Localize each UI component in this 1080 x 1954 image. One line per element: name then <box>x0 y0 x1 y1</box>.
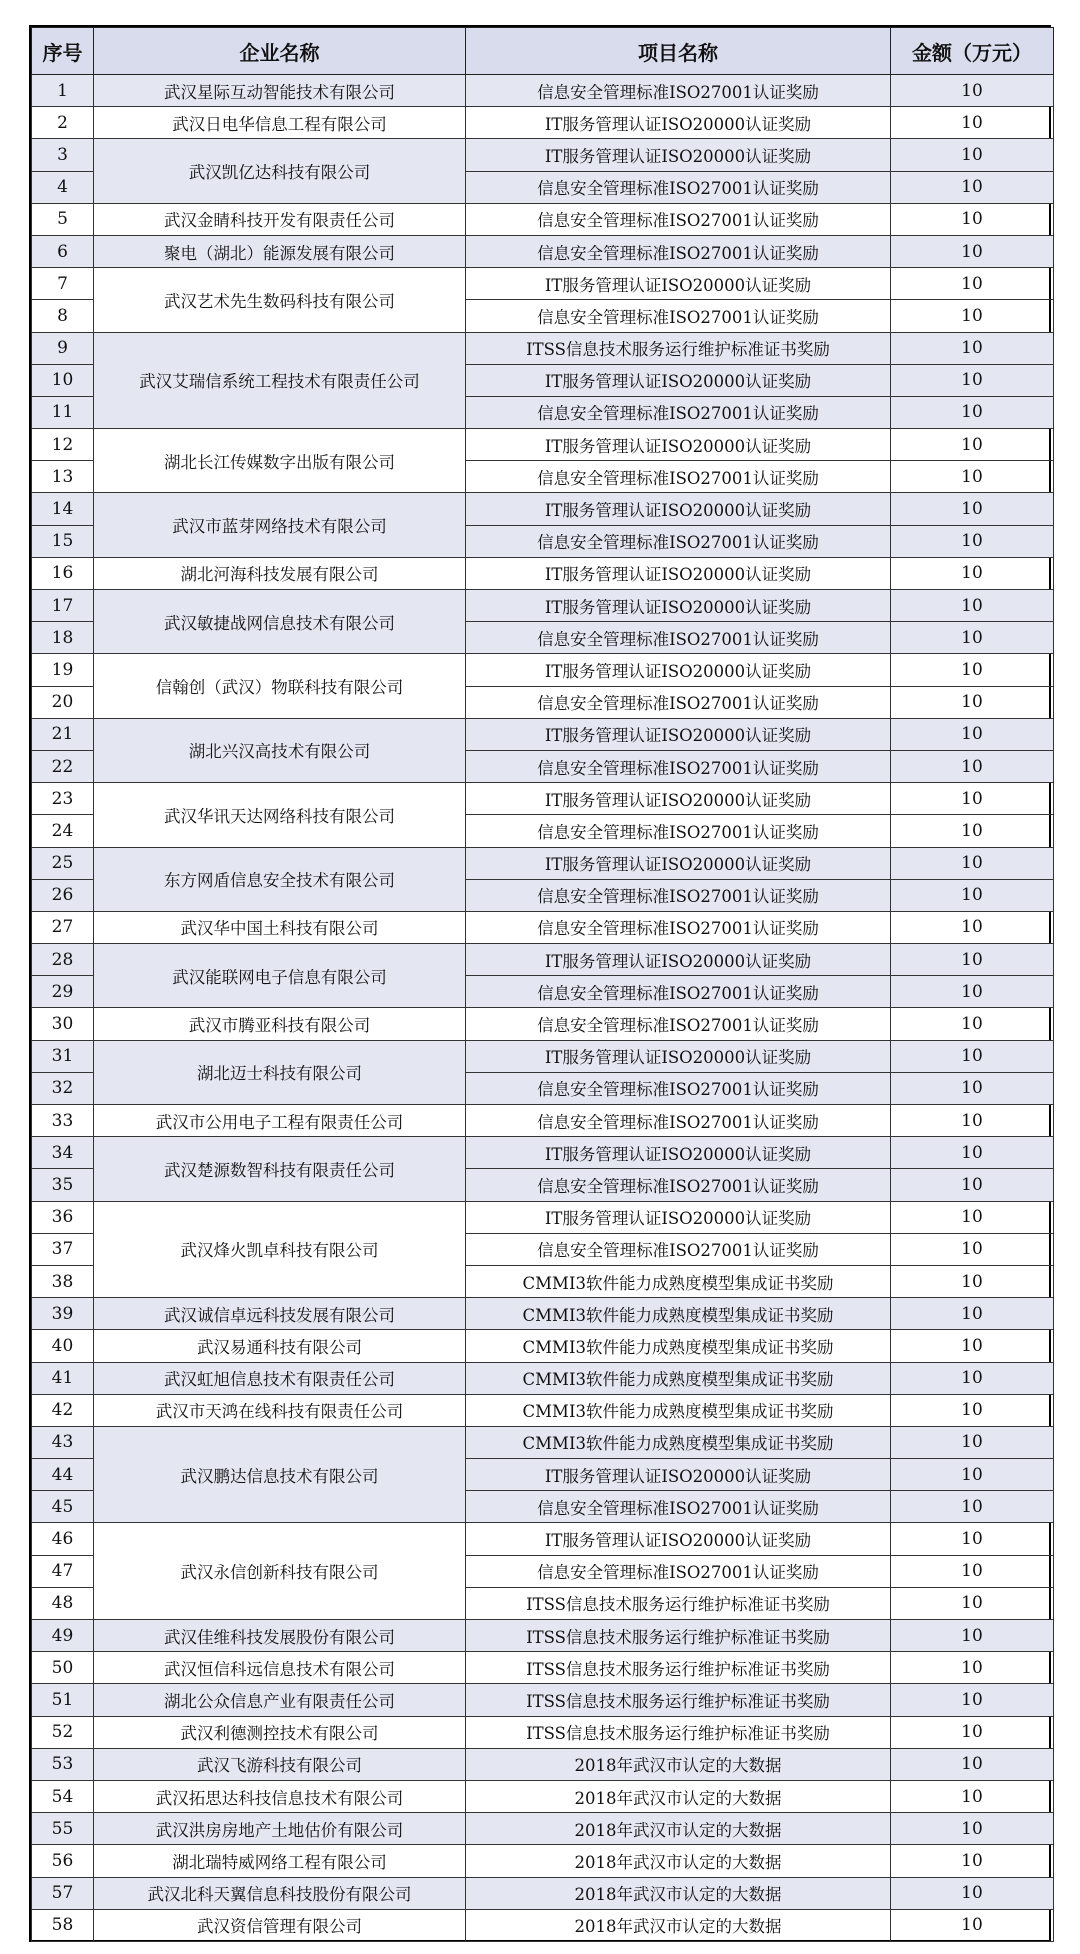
row-project: IT服务管理认证ISO20000认证奖励 <box>466 364 891 396</box>
row-seq: 3 <box>32 139 94 171</box>
row-amount: 10 <box>891 1008 1054 1040</box>
row-company: 武汉凯亿达科技有限公司 <box>94 139 466 203</box>
row-amount: 10 <box>891 1909 1054 1941</box>
table-row <box>32 139 1054 171</box>
row-company: 武汉楚源数智科技有限责任公司 <box>94 1137 466 1201</box>
row-project: CMMI3软件能力成熟度模型集成证书奖励 <box>466 1394 891 1426</box>
row-amount: 10 <box>891 493 1054 525</box>
row-project: 信息安全管理标准ISO27001认证奖励 <box>466 171 891 203</box>
row-amount: 10 <box>891 525 1054 557</box>
table-row <box>32 1620 1054 1652</box>
row-project: IT服务管理认证ISO20000认证奖励 <box>466 1040 891 1072</box>
header-company: 企业名称 <box>94 28 466 75</box>
row-project: IT服务管理认证ISO20000认证奖励 <box>466 783 891 815</box>
row-seq: 56 <box>32 1845 94 1877</box>
header-seq: 序号 <box>32 28 94 75</box>
row-amount: 10 <box>891 622 1054 654</box>
row-project: IT服务管理认证ISO20000认证奖励 <box>466 1459 891 1491</box>
table-row <box>32 493 1054 525</box>
row-company: 武汉鹏达信息技术有限公司 <box>94 1426 466 1523</box>
row-amount: 10 <box>891 268 1054 300</box>
row-company: 武汉利德测控技术有限公司 <box>94 1716 466 1748</box>
header-row <box>32 28 1054 75</box>
row-amount: 10 <box>891 235 1054 267</box>
row-company: 湖北瑞特威网络工程有限公司 <box>94 1845 466 1877</box>
row-amount: 10 <box>891 364 1054 396</box>
row-amount: 10 <box>891 1620 1054 1652</box>
row-project: IT服务管理认证ISO20000认证奖励 <box>466 557 891 589</box>
row-amount: 10 <box>891 75 1054 107</box>
row-seq: 23 <box>32 783 94 815</box>
row-project: 2018年武汉市认定的大数据 <box>466 1813 891 1845</box>
row-seq: 27 <box>32 911 94 943</box>
row-amount: 10 <box>891 1072 1054 1104</box>
row-seq: 25 <box>32 847 94 879</box>
row-amount: 10 <box>891 1330 1054 1362</box>
row-seq: 13 <box>32 461 94 493</box>
row-amount: 10 <box>891 686 1054 718</box>
award-table <box>31 27 1054 1942</box>
row-amount: 10 <box>891 976 1054 1008</box>
row-project: 信息安全管理标准ISO27001认证奖励 <box>466 1555 891 1587</box>
table-row <box>32 1426 1054 1458</box>
row-amount: 10 <box>891 1780 1054 1812</box>
row-project: ITSS信息技术服务运行维护标准证书奖励 <box>466 1652 891 1684</box>
table-row <box>32 1684 1054 1716</box>
table-row <box>32 1523 1054 1555</box>
row-seq: 48 <box>32 1587 94 1619</box>
row-project: 信息安全管理标准ISO27001认证奖励 <box>466 461 891 493</box>
row-project: 信息安全管理标准ISO27001认证奖励 <box>466 525 891 557</box>
row-seq: 32 <box>32 1072 94 1104</box>
row-company: 武汉永信创新科技有限公司 <box>94 1523 466 1620</box>
row-amount: 10 <box>891 1748 1054 1780</box>
header-project: 项目名称 <box>466 28 891 75</box>
row-seq: 49 <box>32 1620 94 1652</box>
table-row <box>32 1748 1054 1780</box>
row-company: 武汉烽火凯卓科技有限公司 <box>94 1201 466 1298</box>
row-company: 武汉拓思达科技信息技术有限公司 <box>94 1780 466 1812</box>
table-row <box>32 1330 1054 1362</box>
row-project: CMMI3软件能力成熟度模型集成证书奖励 <box>466 1298 891 1330</box>
table-row <box>32 1394 1054 1426</box>
table-row <box>32 718 1054 750</box>
row-project: 信息安全管理标准ISO27001认证奖励 <box>466 1072 891 1104</box>
row-amount: 10 <box>891 1684 1054 1716</box>
table-row <box>32 590 1054 622</box>
row-seq: 46 <box>32 1523 94 1555</box>
row-project: IT服务管理认证ISO20000认证奖励 <box>466 654 891 686</box>
row-company: 湖北兴汉高技术有限公司 <box>94 718 466 782</box>
row-amount: 10 <box>891 557 1054 589</box>
row-project: CMMI3软件能力成熟度模型集成证书奖励 <box>466 1330 891 1362</box>
row-amount: 10 <box>891 300 1054 332</box>
row-project: 信息安全管理标准ISO27001认证奖励 <box>466 1233 891 1265</box>
row-seq: 34 <box>32 1137 94 1169</box>
row-seq: 39 <box>32 1298 94 1330</box>
row-company: 聚电（湖北）能源发展有限公司 <box>94 235 466 267</box>
table-row <box>32 783 1054 815</box>
award-table-container <box>29 25 1051 1942</box>
row-amount: 10 <box>891 1587 1054 1619</box>
row-company: 东方网盾信息安全技术有限公司 <box>94 847 466 911</box>
row-project: 信息安全管理标准ISO27001认证奖励 <box>466 1008 891 1040</box>
row-project: 信息安全管理标准ISO27001认证奖励 <box>466 750 891 782</box>
row-amount: 10 <box>891 654 1054 686</box>
row-project: 信息安全管理标准ISO27001认证奖励 <box>466 396 891 428</box>
row-seq: 19 <box>32 654 94 686</box>
table-row <box>32 1008 1054 1040</box>
row-seq: 50 <box>32 1652 94 1684</box>
row-company: 武汉诚信卓远科技发展有限公司 <box>94 1298 466 1330</box>
row-project: 2018年武汉市认定的大数据 <box>466 1748 891 1780</box>
row-seq: 21 <box>32 718 94 750</box>
table-row <box>32 1137 1054 1169</box>
row-amount: 10 <box>891 944 1054 976</box>
row-project: ITSS信息技术服务运行维护标准证书奖励 <box>466 1716 891 1748</box>
row-amount: 10 <box>891 461 1054 493</box>
row-seq: 43 <box>32 1426 94 1458</box>
row-company: 武汉资信管理有限公司 <box>94 1909 466 1941</box>
row-seq: 4 <box>32 171 94 203</box>
table-row <box>32 107 1054 139</box>
row-amount: 10 <box>891 590 1054 622</box>
row-company: 武汉虹旭信息技术有限责任公司 <box>94 1362 466 1394</box>
table-row <box>32 911 1054 943</box>
row-company: 武汉佳维科技发展股份有限公司 <box>94 1620 466 1652</box>
row-seq: 44 <box>32 1459 94 1491</box>
row-amount: 10 <box>891 1459 1054 1491</box>
row-company: 信翰创（武汉）物联科技有限公司 <box>94 654 466 718</box>
row-seq: 24 <box>32 815 94 847</box>
row-company: 武汉市腾亚科技有限公司 <box>94 1008 466 1040</box>
table-row <box>32 944 1054 976</box>
row-seq: 8 <box>32 300 94 332</box>
row-company: 武汉市公用电子工程有限责任公司 <box>94 1105 466 1137</box>
row-project: 信息安全管理标准ISO27001认证奖励 <box>466 879 891 911</box>
row-seq: 40 <box>32 1330 94 1362</box>
row-seq: 22 <box>32 750 94 782</box>
row-company: 湖北公众信息产业有限责任公司 <box>94 1684 466 1716</box>
row-company: 武汉华中国土科技有限公司 <box>94 911 466 943</box>
row-company: 武汉市蓝芽网络技术有限公司 <box>94 493 466 557</box>
row-amount: 10 <box>891 1105 1054 1137</box>
table-row <box>32 1652 1054 1684</box>
row-company: 武汉星际互动智能技术有限公司 <box>94 75 466 107</box>
row-project: IT服务管理认证ISO20000认证奖励 <box>466 1201 891 1233</box>
row-project: 信息安全管理标准ISO27001认证奖励 <box>466 911 891 943</box>
table-row <box>32 847 1054 879</box>
row-amount: 10 <box>891 203 1054 235</box>
row-amount: 10 <box>891 750 1054 782</box>
row-project: ITSS信息技术服务运行维护标准证书奖励 <box>466 1620 891 1652</box>
table-row <box>32 203 1054 235</box>
table-row <box>32 429 1054 461</box>
row-amount: 10 <box>891 1491 1054 1523</box>
row-amount: 10 <box>891 1137 1054 1169</box>
row-seq: 15 <box>32 525 94 557</box>
row-company: 武汉敏捷战网信息技术有限公司 <box>94 590 466 654</box>
table-row <box>32 557 1054 589</box>
row-seq: 10 <box>32 364 94 396</box>
row-project: 信息安全管理标准ISO27001认证奖励 <box>466 1491 891 1523</box>
table-row <box>32 654 1054 686</box>
row-seq: 42 <box>32 1394 94 1426</box>
row-amount: 10 <box>891 1298 1054 1330</box>
table-row <box>32 235 1054 267</box>
row-amount: 10 <box>891 1716 1054 1748</box>
row-amount: 10 <box>891 1877 1054 1909</box>
table-row <box>32 1845 1054 1877</box>
row-company: 武汉日电华信息工程有限公司 <box>94 107 466 139</box>
row-seq: 35 <box>32 1169 94 1201</box>
table-row <box>32 332 1054 364</box>
row-project: IT服务管理认证ISO20000认证奖励 <box>466 139 891 171</box>
row-amount: 10 <box>891 1040 1054 1072</box>
row-seq: 12 <box>32 429 94 461</box>
row-project: ITSS信息技术服务运行维护标准证书奖励 <box>466 332 891 364</box>
table-row <box>32 1040 1054 1072</box>
row-seq: 7 <box>32 268 94 300</box>
row-project: IT服务管理认证ISO20000认证奖励 <box>466 847 891 879</box>
row-seq: 30 <box>32 1008 94 1040</box>
row-project: 2018年武汉市认定的大数据 <box>466 1845 891 1877</box>
table-row <box>32 1813 1054 1845</box>
row-seq: 1 <box>32 75 94 107</box>
row-seq: 28 <box>32 944 94 976</box>
row-project: 信息安全管理标准ISO27001认证奖励 <box>466 1105 891 1137</box>
row-amount: 10 <box>891 107 1054 139</box>
row-seq: 33 <box>32 1105 94 1137</box>
row-amount: 10 <box>891 1523 1054 1555</box>
row-project: 信息安全管理标准ISO27001认证奖励 <box>466 300 891 332</box>
row-company: 湖北河海科技发展有限公司 <box>94 557 466 589</box>
table-row <box>32 1298 1054 1330</box>
table-row <box>32 75 1054 107</box>
row-seq: 9 <box>32 332 94 364</box>
row-seq: 47 <box>32 1555 94 1587</box>
row-amount: 10 <box>891 171 1054 203</box>
table-row <box>32 1362 1054 1394</box>
row-project: IT服务管理认证ISO20000认证奖励 <box>466 718 891 750</box>
row-company: 武汉北科天翼信息科技股份有限公司 <box>94 1877 466 1909</box>
row-company: 武汉艾瑞信系统工程技术有限责任公司 <box>94 332 466 429</box>
table-row <box>32 1780 1054 1812</box>
row-company: 湖北长江传媒数字出版有限公司 <box>94 429 466 493</box>
row-company: 武汉市天鸿在线科技有限责任公司 <box>94 1394 466 1426</box>
row-seq: 36 <box>32 1201 94 1233</box>
row-amount: 10 <box>891 815 1054 847</box>
row-seq: 6 <box>32 235 94 267</box>
row-seq: 20 <box>32 686 94 718</box>
row-project: 2018年武汉市认定的大数据 <box>466 1909 891 1941</box>
table-body <box>32 75 1054 1942</box>
row-amount: 10 <box>891 1265 1054 1297</box>
row-project: IT服务管理认证ISO20000认证奖励 <box>466 107 891 139</box>
row-seq: 54 <box>32 1780 94 1812</box>
row-project: CMMI3软件能力成熟度模型集成证书奖励 <box>466 1426 891 1458</box>
table-row <box>32 268 1054 300</box>
row-amount: 10 <box>891 1233 1054 1265</box>
row-project: 信息安全管理标准ISO27001认证奖励 <box>466 203 891 235</box>
row-amount: 10 <box>891 847 1054 879</box>
row-project: IT服务管理认证ISO20000认证奖励 <box>466 944 891 976</box>
row-seq: 52 <box>32 1716 94 1748</box>
row-amount: 10 <box>891 1555 1054 1587</box>
row-company: 武汉洪房房地产土地估价有限公司 <box>94 1813 466 1845</box>
row-seq: 38 <box>32 1265 94 1297</box>
row-amount: 10 <box>891 879 1054 911</box>
row-amount: 10 <box>891 1394 1054 1426</box>
row-company: 武汉飞游科技有限公司 <box>94 1748 466 1780</box>
row-project: ITSS信息技术服务运行维护标准证书奖励 <box>466 1684 891 1716</box>
table-row <box>32 1201 1054 1233</box>
row-company: 武汉恒信科远信息技术有限公司 <box>94 1652 466 1684</box>
row-project: 信息安全管理标准ISO27001认证奖励 <box>466 622 891 654</box>
row-seq: 53 <box>32 1748 94 1780</box>
row-company: 武汉易通科技有限公司 <box>94 1330 466 1362</box>
row-project: CMMI3软件能力成熟度模型集成证书奖励 <box>466 1362 891 1394</box>
row-project: 信息安全管理标准ISO27001认证奖励 <box>466 976 891 1008</box>
row-seq: 41 <box>32 1362 94 1394</box>
row-amount: 10 <box>891 1201 1054 1233</box>
table-row <box>32 1877 1054 1909</box>
row-amount: 10 <box>891 332 1054 364</box>
row-company: 武汉华讯天达网络科技有限公司 <box>94 783 466 847</box>
row-amount: 10 <box>891 139 1054 171</box>
row-company: 武汉金睛科技开发有限责任公司 <box>94 203 466 235</box>
row-project: ITSS信息技术服务运行维护标准证书奖励 <box>466 1587 891 1619</box>
row-seq: 26 <box>32 879 94 911</box>
row-company: 武汉艺术先生数码科技有限公司 <box>94 268 466 332</box>
row-seq: 2 <box>32 107 94 139</box>
row-project: IT服务管理认证ISO20000认证奖励 <box>466 268 891 300</box>
table-row <box>32 1909 1054 1941</box>
row-project: 信息安全管理标准ISO27001认证奖励 <box>466 75 891 107</box>
row-project: 信息安全管理标准ISO27001认证奖励 <box>466 1169 891 1201</box>
row-project: 2018年武汉市认定的大数据 <box>466 1780 891 1812</box>
row-amount: 10 <box>891 429 1054 461</box>
row-seq: 37 <box>32 1233 94 1265</box>
row-amount: 10 <box>891 1426 1054 1458</box>
row-project: IT服务管理认证ISO20000认证奖励 <box>466 429 891 461</box>
row-seq: 14 <box>32 493 94 525</box>
row-seq: 11 <box>32 396 94 428</box>
row-project: CMMI3软件能力成熟度模型集成证书奖励 <box>466 1265 891 1297</box>
row-company: 湖北迈士科技有限公司 <box>94 1040 466 1104</box>
row-amount: 10 <box>891 718 1054 750</box>
row-seq: 17 <box>32 590 94 622</box>
row-seq: 29 <box>32 976 94 1008</box>
row-seq: 5 <box>32 203 94 235</box>
row-project: IT服务管理认证ISO20000认证奖励 <box>466 493 891 525</box>
row-seq: 31 <box>32 1040 94 1072</box>
row-seq: 55 <box>32 1813 94 1845</box>
row-company: 武汉能联网电子信息有限公司 <box>94 944 466 1008</box>
row-project: 信息安全管理标准ISO27001认证奖励 <box>466 815 891 847</box>
row-amount: 10 <box>891 1813 1054 1845</box>
row-amount: 10 <box>891 1362 1054 1394</box>
row-amount: 10 <box>891 783 1054 815</box>
table-row <box>32 1105 1054 1137</box>
table-row <box>32 1716 1054 1748</box>
row-seq: 16 <box>32 557 94 589</box>
row-amount: 10 <box>891 396 1054 428</box>
row-project: IT服务管理认证ISO20000认证奖励 <box>466 1523 891 1555</box>
row-project: 信息安全管理标准ISO27001认证奖励 <box>466 686 891 718</box>
row-seq: 58 <box>32 1909 94 1941</box>
row-project: 2018年武汉市认定的大数据 <box>466 1877 891 1909</box>
header-amount: 金额（万元） <box>891 28 1054 75</box>
row-seq: 18 <box>32 622 94 654</box>
row-amount: 10 <box>891 1845 1054 1877</box>
row-seq: 51 <box>32 1684 94 1716</box>
row-project: 信息安全管理标准ISO27001认证奖励 <box>466 235 891 267</box>
row-project: IT服务管理认证ISO20000认证奖励 <box>466 1137 891 1169</box>
row-amount: 10 <box>891 1169 1054 1201</box>
row-amount: 10 <box>891 911 1054 943</box>
row-seq: 45 <box>32 1491 94 1523</box>
row-project: IT服务管理认证ISO20000认证奖励 <box>466 590 891 622</box>
row-amount: 10 <box>891 1652 1054 1684</box>
row-seq: 57 <box>32 1877 94 1909</box>
